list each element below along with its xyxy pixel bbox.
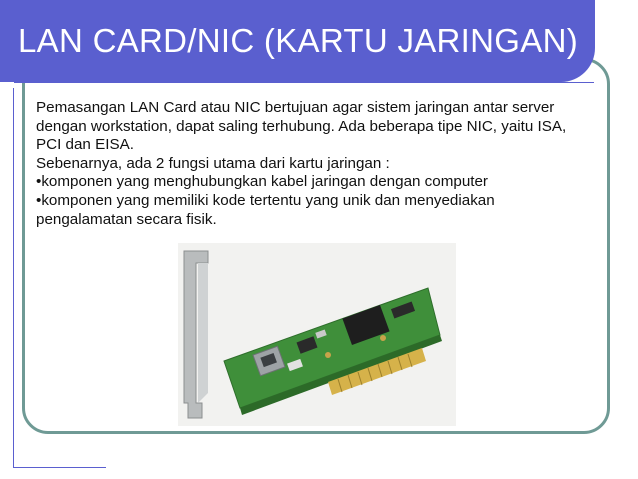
title-bar — [0, 0, 595, 82]
body-line-2: dengan workstation, dapat saling terhubung. Ada beberapa tipe NIC, yaitu ISA, — [36, 117, 567, 135]
bullet-1: •komponen yang menghubungkan kabel jaringan dengan computer — [36, 173, 488, 191]
slide-title: LAN CARD/NIC (KARTU JARINGAN) — [18, 22, 578, 59]
bottom-margin-line — [13, 467, 106, 468]
body-line-3: PCI dan EISA. — [36, 136, 134, 154]
title-underline — [14, 82, 594, 83]
network-card-image — [178, 243, 456, 426]
bullet-2-continued: pengalamatan secara fisik. — [36, 210, 217, 228]
body-line-1: Pemasangan LAN Card atau NIC bertujuan agar sistem jaringan antar server — [36, 99, 555, 116]
left-margin-line — [13, 88, 14, 467]
slide-body — [36, 99, 606, 229]
bullet-2: •komponen yang memiliki kode tertentu yang unik dan menyediakan — [36, 191, 495, 209]
body-line-4: Sebenarnya, ada 2 fungsi utama dari kartu jaringan : — [36, 154, 390, 172]
